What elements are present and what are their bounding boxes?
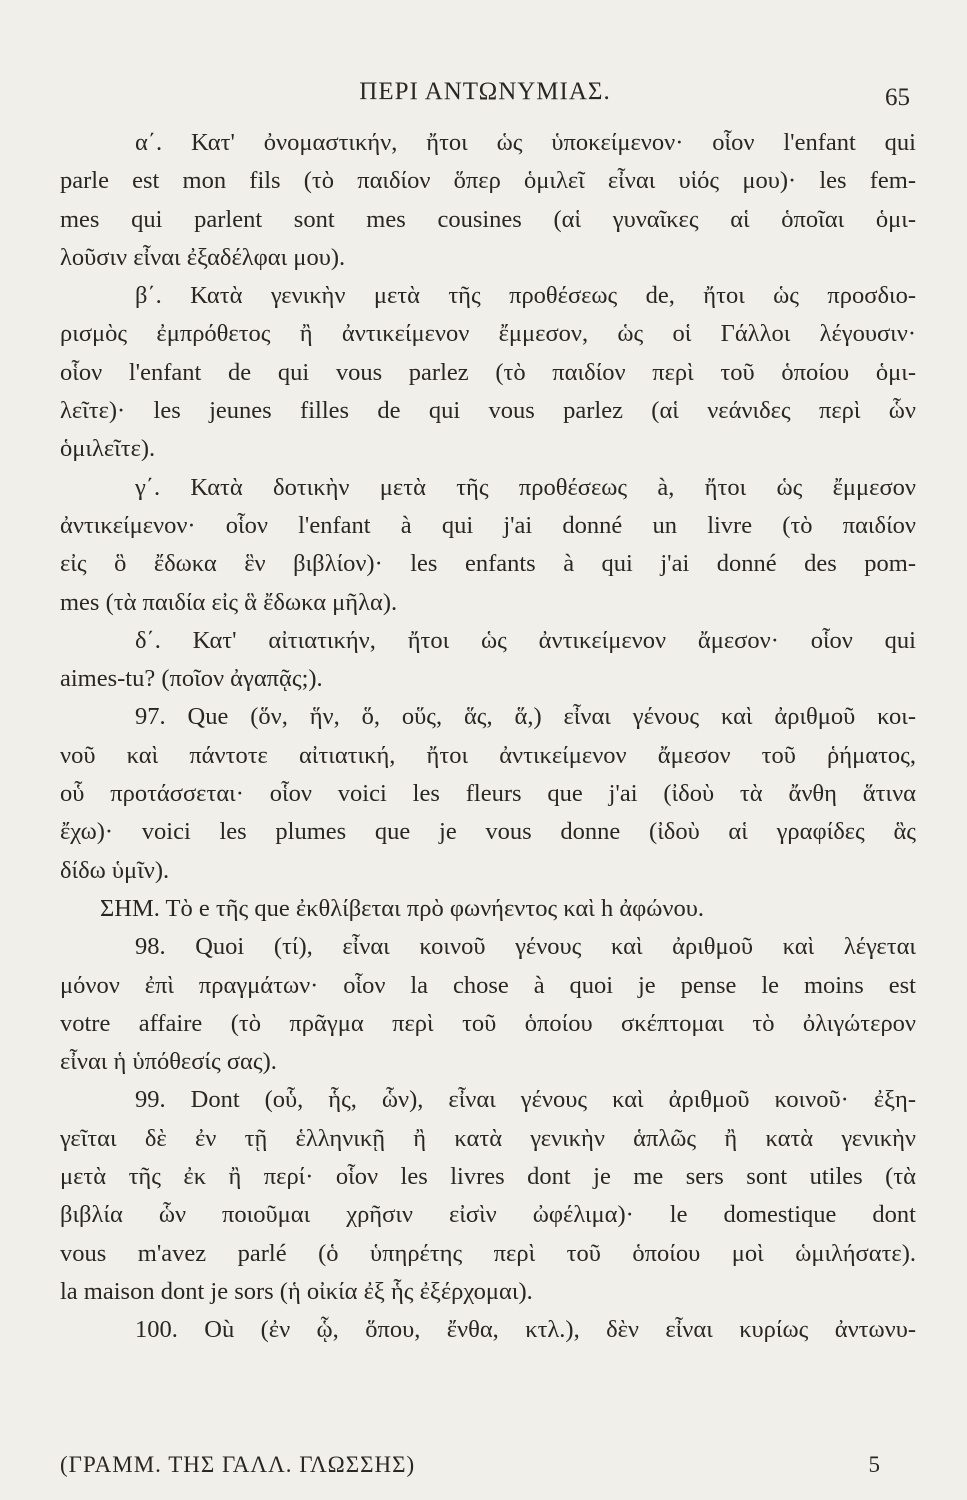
text-line: β΄. Κατὰ γενικὴν μετὰ τῆς προθέσεως de, ἤτοι ὡς προσδιο- [135, 282, 916, 310]
text-line: votre affaire (τὸ πρᾶγμα περὶ τοῦ ὁποίου σκέπτομαι τὸ ὀλιγώτερον [60, 1009, 916, 1037]
text-line: parle est mon fils (τὸ παιδίον ὅπερ ὁμιλεῖ εἶναι υἱός μου)· les fem- [60, 167, 916, 195]
text-line: 99. Dont (οὗ, ἧς, ὧν), εἶναι γένους καὶ ἀριθμοῦ κοινοῦ· ἐξη- [135, 1086, 916, 1114]
text-line: λεῖτε)· les jeunes filles de qui vous parlez (αἱ νεάνιδες περὶ ὧν [60, 397, 916, 425]
text-line: 100. Où (ἐν ᾧ, ὅπου, ἔνθα, κτλ.), δὲν εἶναι κυρίως ἀντωνυ- [135, 1316, 916, 1344]
body-text [60, 124, 916, 1350]
text-line: aimes-tu? (ποῖον ἀγαπᾷς;). [60, 665, 323, 693]
signature-number: 5 [868, 1452, 880, 1477]
text-line: εἶναι ἡ ὑπόθεσίς σας). [60, 1048, 277, 1076]
text-line: γ΄. Κατὰ δοτικὴν μετὰ τῆς προθέσεως à, ἤτοι ὡς ἔμμεσον [135, 473, 916, 501]
running-header [60, 78, 910, 114]
text-line: α΄. Κατ' ὀνομαστικήν, ἤτοι ὡς ὑποκείμενον· οἷον l'enfant qui [135, 129, 916, 156]
text-line: ΣΗΜ. Τὸ e τῆς que ἐκθλίβεται πρὸ φωνήεντος καὶ h ἀφώνου. [100, 894, 705, 922]
text-line: δ΄. Κατ' αἰτιατικήν, ἤτοι ὡς ἀντικείμενον ἄμεσον· οἷον qui [135, 626, 916, 654]
signature-title: (ΓΡΑΜΜ. ΤΗΣ ΓΑΛΛ. ΓΛΩΣΣΗΣ) [60, 1452, 416, 1477]
text-line: ρισμὸς ἐμπρόθετος ἢ ἀντικείμενον ἔμμεσον, ὡς οἱ Γάλλοι λέγουσιν· [60, 320, 916, 348]
signature-mark [60, 1452, 910, 1488]
text-line: εἰς ὃ ἔδωκα ἓν βιβλίον)· les enfants à qui j'ai donné des pom- [60, 550, 916, 578]
page-number: 65 [885, 84, 910, 111]
running-title: ΠΕΡΙ ΑΝΤΩΝΥΜΙΑΣ. [359, 78, 611, 105]
text-line: νοῦ καὶ πάντοτε αἰτιατική, ἤτοι ἀντικείμενον ἄμεσον τοῦ ῥήματος, [60, 741, 916, 769]
text-line: βιβλία ὧν ποιοῦμαι χρῆσιν εἰσὶν ὠφέλιμα)· le domestique dont [60, 1201, 916, 1229]
text-line: δίδω ὑμῖν). [60, 856, 170, 884]
text-line: vous m'avez parlé (ὁ ὑπηρέτης περὶ τοῦ ὁποίου μοὶ ὡμιλήσατε). [60, 1239, 916, 1267]
text-line: μετὰ τῆς ἐκ ἢ περί· οἷον les livres dont je me sers sont utiles (τὰ [60, 1163, 916, 1191]
text-line: ἔχω)· voici les plumes que je vous donne (ἰδοὺ αἱ γραφίδες ἃς [60, 818, 916, 846]
text-line: mes (τὰ παιδία εἰς ἃ ἔδωκα μῆλα). [60, 588, 398, 616]
text-line: μόνον ἐπὶ πραγμάτων· οἷον la chose à quoi je pense le moins est [60, 971, 916, 999]
text-line: ὁμιλεῖτε). [60, 435, 156, 463]
text-line: γεῖται δὲ ἐν τῇ ἑλληνικῇ ἢ κατὰ γενικὴν ἁπλῶς ἢ κατὰ γενικὴν [60, 1124, 916, 1152]
text-line: λοῦσιν εἶναι ἐξαδέλφαι μου). [60, 243, 346, 271]
text-line: οὗ προτάσσεται· οἷον voici les fleurs que j'ai (ἰδοὺ τὰ ἄνθη ἅτινα [60, 780, 916, 808]
text-line: 97. Que (ὅν, ἥν, ὅ, οὕς, ἅς, ἅ,) εἶναι γένους καὶ ἀριθμοῦ κοι- [135, 703, 916, 731]
text-line: mes qui parlent sont mes cousines (αἱ γυναῖκες αἱ ὁποῖαι ὁμι- [60, 205, 916, 233]
text-line: ἀντικείμενον· οἷον l'enfant à qui j'ai donné un livre (τὸ παιδίον [60, 511, 916, 539]
text-line: la maison dont je sors (ἡ οἰκία ἐξ ἧς ἐξέρχομαι). [60, 1277, 533, 1305]
text-line: 98. Quoi (τί), εἶναι κοινοῦ γένους καὶ ἀριθμοῦ καὶ λέγεται [135, 933, 916, 961]
text-line: οἷον l'enfant de qui vous parlez (τὸ παιδίον περὶ τοῦ ὁποίου ὁμι- [60, 358, 916, 386]
